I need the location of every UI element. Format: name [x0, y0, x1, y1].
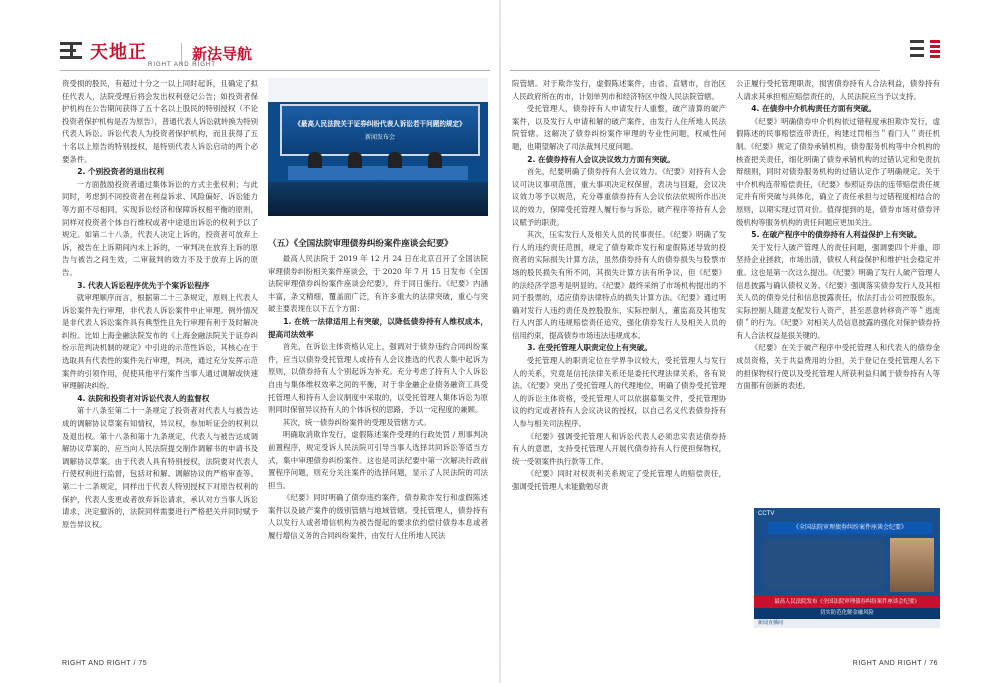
photo-banner-sub: 新闻发布会 [364, 134, 395, 141]
paragraph: 第十八条至第二十一条规定了投资者对代表人与被告达成的调解协议草案有知情权，异议权，参加听证会的权利以及退出权。第十八条和第十九条规定，代表人与被告达成调解协议草案的，应当向人民法院提交制作调解书的申请书及调解协议草案。由于代表人具有特别授权，法院要对代表人行使权利进行监督，包括对和解、调解协议的严格审查等。第二十二条规定，同样出于代表人特别授权下对原告权利的保护，代表人变更或者放弃诉讼请求，承认对方当事人诉讼请求，决定撤诉的，法院同样需要进行严格把关并同时赋予原告异议权。 [62, 406, 258, 529]
paragraph: 《纪要》明确债券中介机构依过错程度承担欺诈发行，虚假陈述的民事赔偿连带责任，构建过罚相当＂看门人＂责任机制。《纪要》规定了债券承销机构，债券服务机构等中介机构的核查把关责任，细化明确了债券承销机构的过错认定和免责抗辩细则，同时对债券服务机构的过错认定作了明确规定。关于中介机构连带赔偿责任，《纪要》参照证券法的连带赔偿责任规定并有所突破与具体化，确立了责任承担与过错程度相结合的原则，以期实现过罚对价。值得提到的是，债券市场对债券评级机构等服务机构的责任问题应更加关注。 [736, 116, 940, 227]
section-title: 新法导航 [181, 43, 252, 64]
paragraph: 受托管理人的职责定位在学界争议较大，受托管理人与发行人的关系，究竟是信托法律关系还是委托代理法律关系，各有说法。《纪要》突出了受托管理人的代理地位，明确了债券受托管理人的诉讼主体资格，受托管理人可以依据募集文件，受托管理协议的约定或者持有人会议决议的授权，以自己名义代表债券持有人参与相关司法程序。 [512, 356, 726, 429]
paragraph: 首先，纪要明确了债券持有人会议效力。《纪要》对持有人会议可决议事项范围，重大事项决定权保留，表决与回避，会议决议效力等予以规范，充分尊重债券持有人会议依法依规所作出决议的效力，保障受托管理人履行参与诉讼，破产程序等持有人会议赋予的职责。 [512, 167, 726, 227]
tv-banner: 《全国法院审理债券纠纷案件座谈会纪要》 [768, 522, 932, 534]
logo-mark-icon [60, 40, 86, 62]
header-rule-right [510, 70, 880, 71]
paragraph: 《纪要》同时对权责利关系规定了受托管理人的赔偿责任，强调受托管理人未能勤勉尽责 [512, 469, 726, 491]
photo-backdrop [280, 104, 480, 156]
paragraph: 《纪要》同时明确了债券违约案件，债券欺诈发行和虚假陈述案件以及破产案件的级别管辖与地域管辖。受托管理人，债券持有人以发行人或者增信机构为被告提起的要求依约偿付债券本息或者履行增信义务的合同纠纷案件，由发行人住所地人民法 [268, 493, 488, 541]
paragraph: 公正履行受托管理职责，损害债券持有人合法利益，债券持有人请求其承担相应赔偿责任的，人民法院应当予以支持。 [736, 79, 940, 101]
tv-caption-2: 切实防范化解金融风险 [754, 608, 940, 619]
paragraph: 《纪要》强调受托管理人和诉讼代表人必须忠实表达债券持有人的意愿，支持受托管理人开展代债券持有人行使担保物权，统一受领案件执行款等工作。 [512, 431, 726, 466]
tv-news-screenshot [754, 508, 940, 628]
subheading: 4. 在债券中介机构责任方面有突破。 [751, 104, 876, 114]
tv-caption-1: 最高人民法院发布《全国法院审理债券纠纷案件座谈会纪要》 [754, 596, 940, 608]
audience-area [268, 182, 488, 216]
press-conference-photo [268, 78, 488, 216]
paragraph: 首先，在诉讼主体资格认定上，强调对于债券违约合同纠纷案件，应当以债券受托管理人或持有人会议推选的代表人集中起诉为原则，以债券持有人个别起诉为补充。充分考虑了持有人个人诉讼自由与集体维权效率之间的平衡，对于非金融企业债务融资工具受托管理人和持有人会议制度中采取的，以受托管理人集体诉讼为原则同时保留异议持有人的个体诉权的思路，予以一定程度的兼顾。 [268, 342, 488, 415]
header-rule-left [60, 70, 490, 71]
subheading: 2. 个别投资者的退出权利 [77, 167, 164, 177]
spine-gutter [499, 0, 501, 683]
photo-banner: 《最高人民法院关于证券纠纷代表人诉讼若干问题的规定》 [294, 120, 466, 128]
paragraph: 一方面鼓励投资者通过集体诉讼的方式主张权利；与此同时，考虑到不同投资者在利益诉求、风险偏好、诉讼能力等方面不尽相同，实现诉讼经济和保障诉权相平衡的原则，同样对投资者个体自行维权或者中途退出诉讼的权利予以了规定。如第二十八条，代表人决定上诉的，投资者可放弃上诉，被告在上诉期间内未上诉的，一审判决在放弃上诉的原告与被告之间生效，二审裁判的效力不及于放弃上诉的原告。 [62, 179, 258, 277]
section-heading: （五）《全国法院审理债券纠纷案件座谈会纪要》 [268, 239, 453, 249]
paragraph: 其次，压实发行人及相关人员的民事责任。《纪要》明确了发行人的违约责任范围，规定了债券欺诈发行和虚假陈述导致的投资者的实际损失计算方法，虽然债券持有人的债券损失与股票市场的股民损失有所不同，其损失计算方法有所争议，但《纪要》的法经济学思考是明显的。《纪要》最终采纳了市场机构提出的不同于股票的，适应债券法律特点的损失计算方法。《纪要》通过明确对发行人违约责任及控股股东，实际控制人，董监高及其他发行人内部人的违规赔偿责任追究，强化债券发行人及相关人员的信用约束，提高债券市场违法违规成本。 [512, 230, 726, 340]
tv-ticker: 新闻直播间 [754, 619, 940, 628]
podium-table [288, 166, 468, 180]
paragraph: 就审理顺序而言，根据第二十三条规定，原则上代表人诉讼案件先行审理，非代表人诉讼案件中止审理。例外情况是非代表人诉讼案件具有典型性且先行审理有利于及时解决纠纷。比如上海金融法院发布的《上海金融法院关于证券纠纷示范判决机制的规定》中引进的示范性诉讼，其核心在于选取具有代表性的案件先行审理，判决，通过充分发挥示范案件的引领作用，促使其他平行案件当事人通过调解或快速审理解决纠纷。 [62, 293, 258, 391]
tv-presenter [890, 538, 934, 592]
brand-name-en: RIGHT AND RIGHT [148, 62, 216, 68]
subheading: 3. 在受托管理人职责定位上有突破。 [527, 343, 652, 353]
tv-text-panel [764, 540, 884, 590]
page-header [60, 38, 253, 68]
paragraph: 明确取消欺诈发行，虚假陈述案件受理的行政处罚 / 刑事判决前置程序，规定受诉人民法院可引导当事人选择共同诉讼等适当方式，集中审理债券纠纷案件。这也是司法纪要中第一次解决行政前置程序问题，则充分关注案件的选择问题，显示了人民法院的司法担当。 [268, 430, 488, 490]
subheading: 4. 法院和投资者对诉讼代表人的监督权 [77, 393, 210, 403]
paragraph: 受托管理人，债券持有人申请发行人重整，破产清算的破产案件，以及发行人申请和解的破产案件，由发行人住所地人民法院管辖。这解决了债券纠纷案件审理的专业性问题，权威性问题，也期望解决了司法裁判尺度问题。 [512, 104, 726, 151]
corner-logo-icon [910, 36, 940, 64]
subheading: 1. 在统一法律适用上有突破，以降低债券持有人维权成本，提高司法效率 [268, 316, 488, 339]
brand-logo [60, 38, 216, 68]
subheading: 2. 在债券持有人会议决议效力方面有突破。 [527, 154, 675, 164]
paragraph: 最高人民法院于 2019 年 12 月 24 日在北京召开了全国法院审理债券纠纷相关案件座谈会，于 2020 年 7 月 15 日发布《全国法院审理债券纠纷案件座谈会纪要》，并于同日施行。《纪要》内涵丰富，条文精细，覆盖面广泛，有许多重大的法律突破，重心与突破主要表现在以下五个方面： [268, 254, 488, 314]
subheading: 3. 代表人诉讼程序优先于个案诉讼程序 [77, 280, 210, 290]
paragraph: 关于发行人破产管理人的责任问题，强调要四个并重，即坚持企业拯救，市场出清，债权人利益保护和维护社会稳定并重。这也是第一次这么提出。《纪要》明确了发行人破产管理人信息披露与确认债权义务。《纪要》强调落实债券发行人及其相关人员的债券兑付和信息披露责任，依法打击公司控股股东，实际控制人随意支配发行人资产，甚至恶意转移资产等＂逃废债＂的行为。《纪要》对相关人员信息披露的强化对保护债券持有人合法权益是很关键的。 [736, 242, 940, 340]
brand-name-cn: 天地正 [90, 42, 147, 63]
tv-channel-label: CCTV [758, 511, 775, 517]
page-number-left: RIGHT AND RIGHT / 75 [62, 660, 148, 667]
speaker-figure [428, 152, 442, 168]
text-column-1 [62, 78, 258, 531]
speaker-figure [388, 152, 402, 168]
paragraph: 资受损的股民，有超过十分之一以上同时起诉，且确定了拟任代表人，法院受理后将会发出权利登记公告；如投资者保护机构在公告期间获得了五十名以上股民的特别授权（不论投资者保护机构是否为原告），普通代表人诉讼就转换为特别代表人诉讼。诉讼代表人为投资者保护机构，而且获得了五十名以上原告的特别授权，是特别代表人诉讼启动的两个必要条件。 [62, 79, 258, 164]
speaker-figure [348, 152, 362, 168]
paragraph: 其次，统一债券纠纷案件的受理及管辖方式。 [282, 417, 431, 427]
paragraph: 院管辖。对于欺诈发行，虚假陈述案件，由省、直辖市，自治区人民政府所在的市，计划单列市和经济特区中级人民法院管辖。 [512, 79, 726, 101]
text-column-3 [512, 78, 726, 494]
text-column-4 [736, 78, 940, 393]
page-number-right: RIGHT AND RIGHT / 76 [852, 660, 938, 667]
paragraph: 《纪要》在关于破产程序中受托管理人和代表人的债券金成员资格，关于共益费用的分担，关于登记在受托管理人名下的担保物权行使以及受托管理人所获利益归属于债券持有人等方面都有创新的表述。 [736, 343, 940, 391]
speaker-figure [308, 152, 322, 168]
text-column-2 [268, 234, 488, 543]
photo-ceiling [268, 78, 488, 102]
subheading: 5. 在破产程序中的债券持有人利益保护上有突破。 [751, 230, 922, 240]
